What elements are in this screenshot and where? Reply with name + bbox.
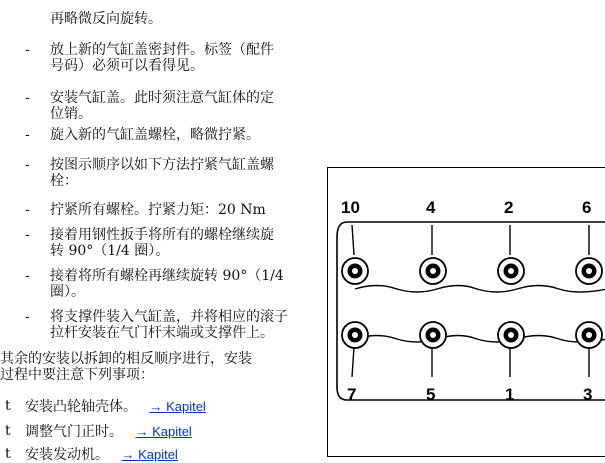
dash-marker: - [25,269,30,284]
dash-marker: - [25,128,30,143]
link-item [25,424,192,440]
bullet-marker: t [5,447,11,462]
text-line: 位销。 [50,107,92,122]
bolt-number-label: 5 [426,386,435,403]
bolt [498,258,524,284]
kapitel-link[interactable]: → Kapitel [135,424,191,439]
text-line: 将支撑件装入气缸盖，并将相应的滚子 [50,310,288,325]
bolt-number-label: 4 [426,199,435,216]
dash-marker: - [25,158,30,173]
text-line: 其余的安装以拆卸的相反顺序进行，安装 [0,352,252,367]
bolt-number-label: 7 [347,386,356,403]
link-item-text: 安装发动机。 [25,447,109,463]
bolt-number-label: 3 [583,386,592,403]
dash-marker: - [25,310,30,325]
text-line: 安装气缸盖。此时须注意气缸体的定 [50,91,274,106]
text-line: 接着将所有螺栓再继续旋转 90°（1/4 [50,269,284,284]
text-line: 号码）必须可以看得见。 [50,59,204,74]
bolt-number-label: 6 [582,199,591,216]
bolt-number-label: 2 [504,199,513,216]
link-item [25,447,178,463]
text-line: 按图示顺序以如下方法拧紧气缸盖螺 [50,158,274,173]
bullet-marker: t [5,424,11,439]
bolt [420,322,446,348]
link-item-text: 安装凸轮轴壳体。 [25,399,137,415]
text-line: 拉杆安装在气门杆末端或支撑件上。 [50,326,274,341]
cylinder-head-diagram [327,167,605,457]
link-item [25,399,206,415]
dash-marker: - [25,203,30,218]
text-line: 过程中要注意下列事项： [0,368,154,383]
text-line: 再略微反向旋转。 [50,12,162,27]
dash-marker: - [25,228,30,243]
kapitel-link[interactable]: → Kapitel [121,447,177,462]
text-line: 栓： [50,174,78,189]
text-line: 放上新的气缸盖密封件。标签（配件 [50,43,274,58]
text-line: 旋入新的气缸盖螺栓，略微拧紧。 [50,128,260,143]
link-item-text: 调整气门正时。 [25,424,123,440]
dash-marker: - [25,91,30,106]
bolt-row-top [342,258,602,284]
text-line: 接着用钢性扳手将所有的螺栓继续旋 [50,228,274,243]
bolt-number-label: 1 [505,386,514,403]
bolt [420,258,446,284]
text-line: 转 90°（1/4 圈）。 [50,244,169,259]
bolt-sequence-figure [327,167,605,457]
bolt-number-label: 10 [341,199,360,216]
text-line: 拧紧所有螺栓。拧紧力矩：20 Nm [50,203,266,218]
bolt [342,322,368,348]
bolt [576,258,602,284]
bullet-marker: t [5,399,11,414]
kapitel-link[interactable]: → Kapitel [149,399,205,414]
bolt [498,322,524,348]
bolt [342,258,368,284]
dash-marker: - [25,43,30,58]
text-line: 圈）。 [50,285,85,300]
bolt [576,322,602,348]
